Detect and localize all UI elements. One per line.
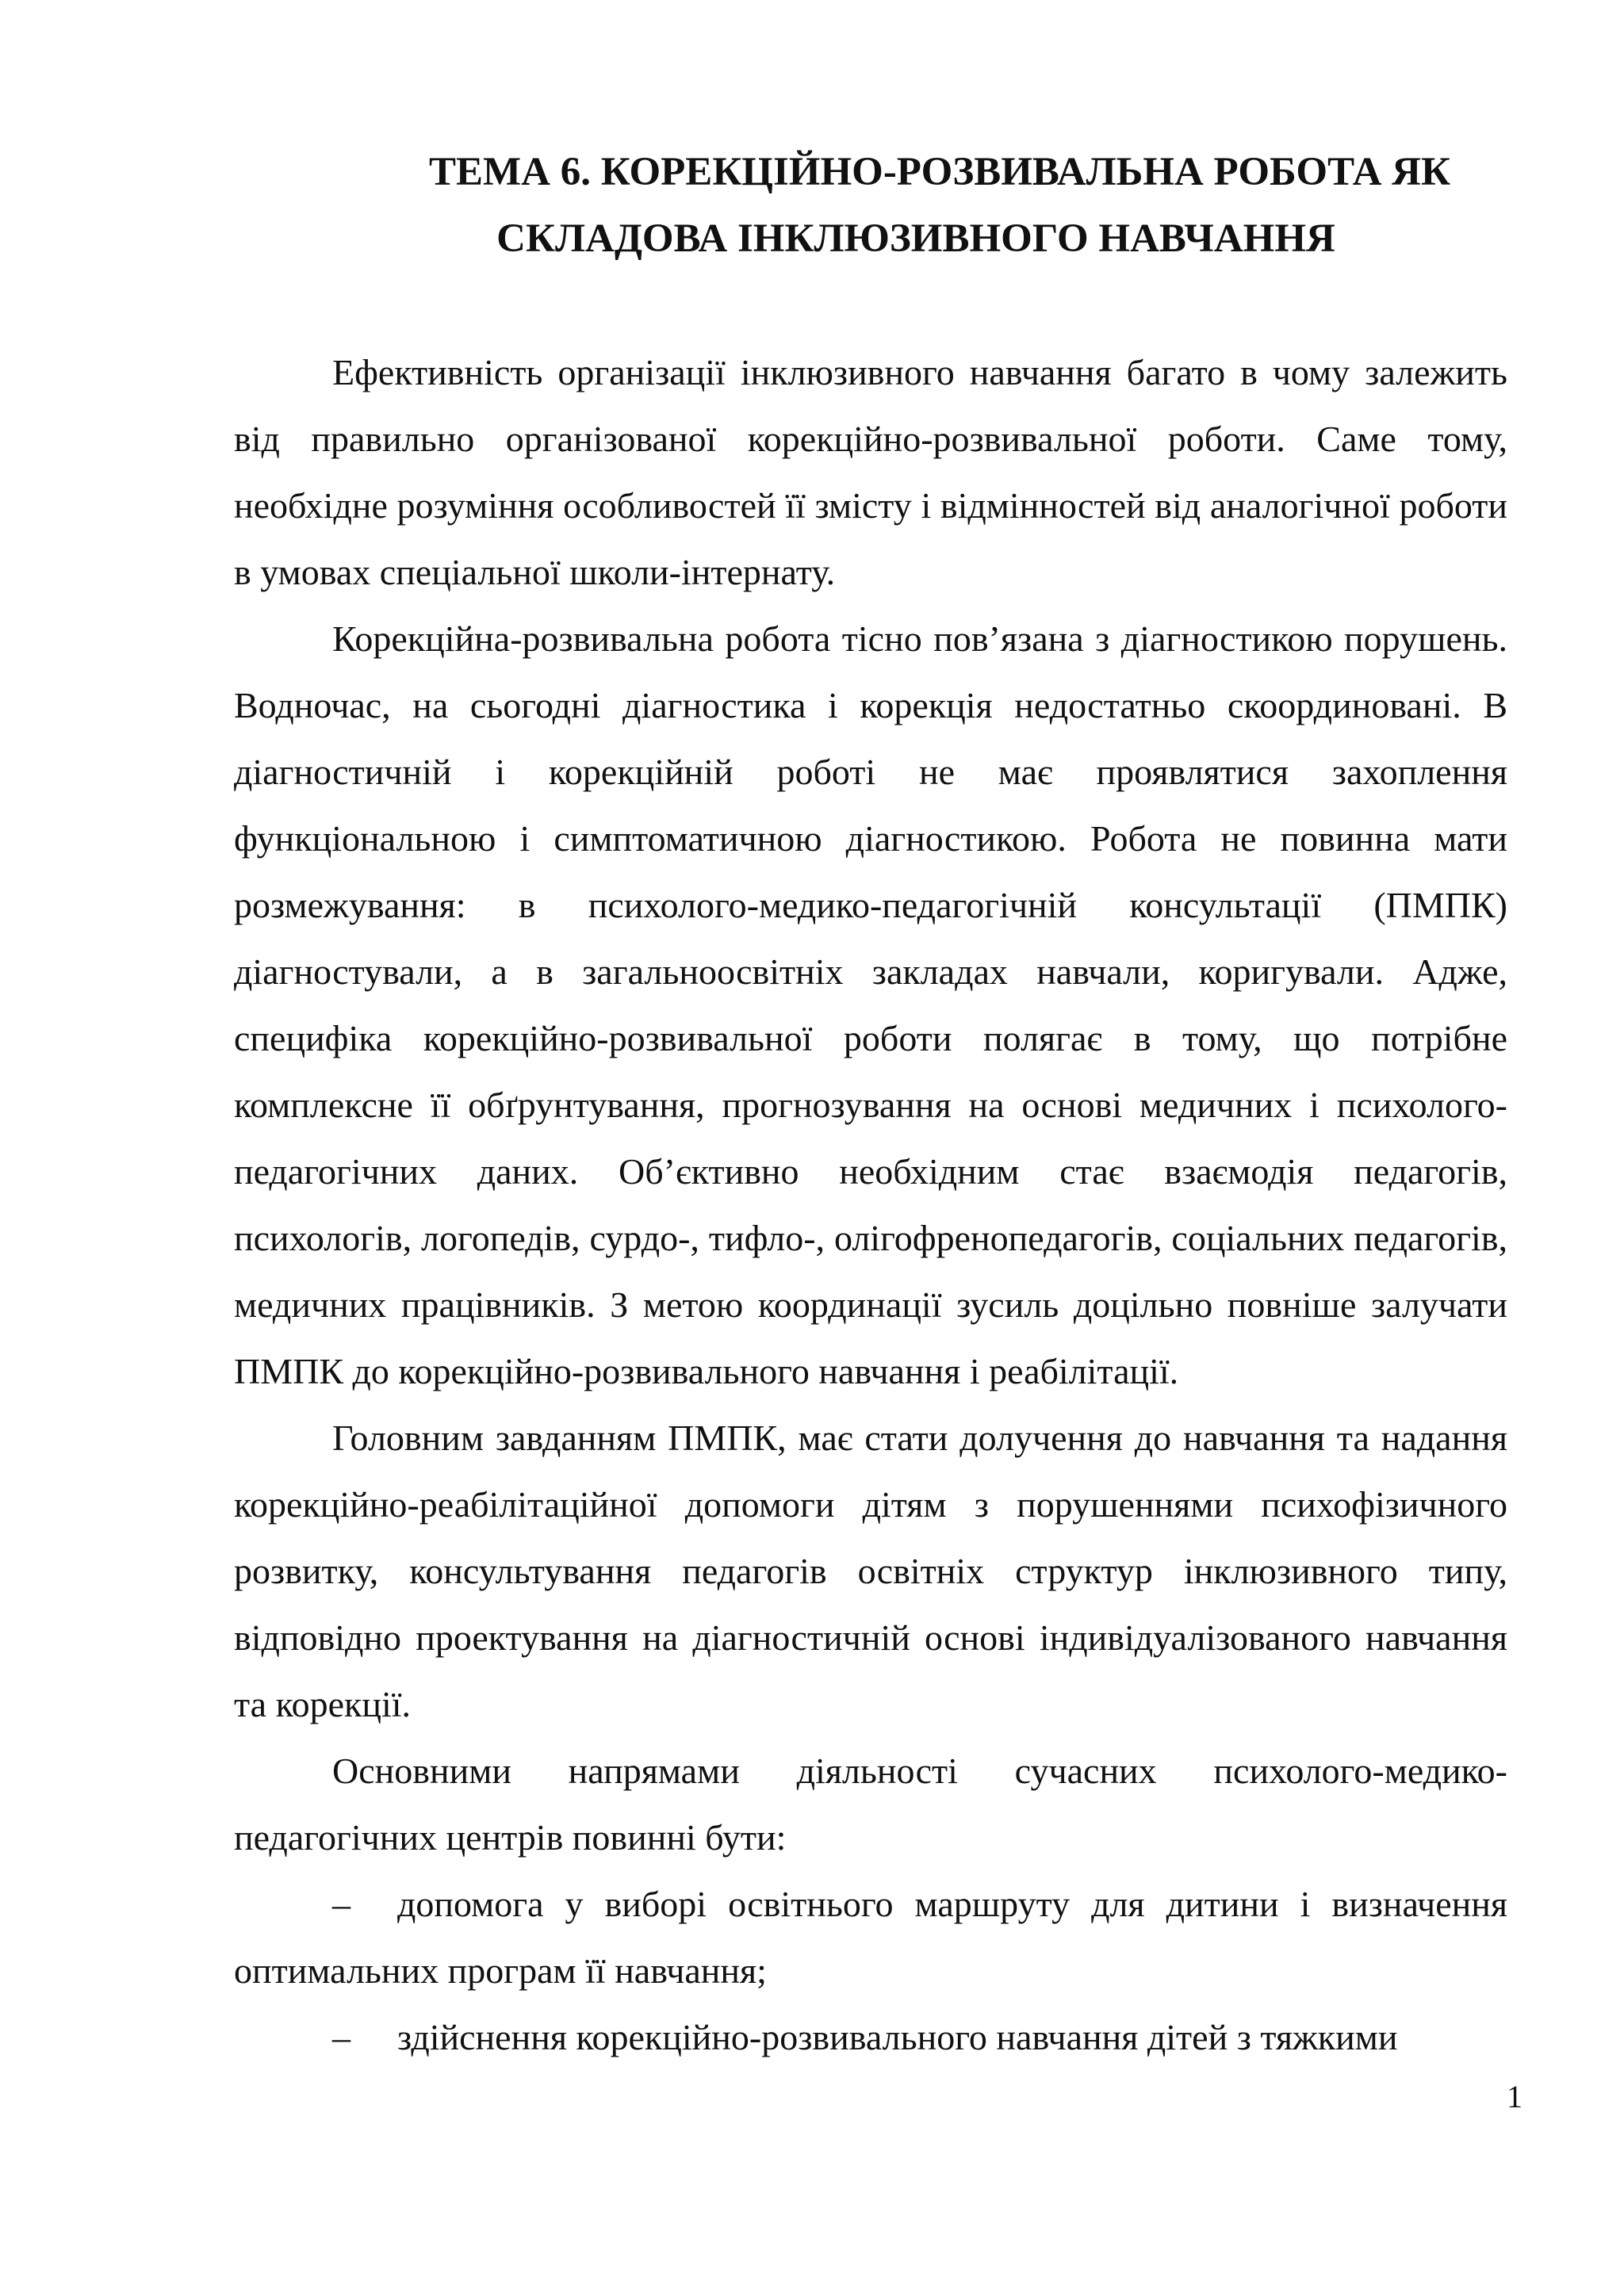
paragraph-3: Головним завданням ПМПК, має стати долучення до навчання та надання корекційно-реабілітаційної допомоги дітям з порушеннями психофізичного розвитку, консультування педагогів освітніх структур інклюзивного типу, відповідно проектування на діагностичній основі індивідуалізованого навчання та корекції. [234, 1418, 1507, 1724]
list-item-text: здійснення корекційно-розвивального навчання дітей з тяжкими [397, 2017, 1398, 2057]
title-line-1: ТЕМА 6. КОРЕКЦІЙНО-РОЗВИВАЛЬНА РОБОТА ЯК [429, 150, 1450, 194]
paragraph-1: Ефективність організації інклюзивного навчання багато в чому залежить від правильно організованої корекційно-розвивальної роботи. Саме тому, необхідне розуміння особливостей її змісту і відмінностей від аналогічної роботи в умовах спеціальної школи-інтернату. [234, 352, 1507, 592]
list-item-1 [234, 1871, 1507, 2004]
list-dash: – [332, 1884, 350, 1924]
document-body [234, 339, 1507, 2071]
list-item-2 [234, 2004, 1507, 2071]
page-number: 1 [1507, 2079, 1522, 2114]
list-item-text: допомога у виборі освітнього маршруту для дитини і визначення оптимальних програм її навчання; [234, 1884, 1507, 1991]
paragraph-4: Основними напрямами діяльності сучасних психолого-медико-педагогічних центрів повинні бути: [234, 1751, 1507, 1858]
paragraph-2: Корекційна-розвивальна робота тісно пов’язана з діагностикою порушень. Водночас, на сьогодні діагностика і корекція недостатньо скоординовані. В діагностичній і корекційній роботі не має проявлятися захоплення функціональною і симптоматичною діагностикою. Робота не повинна мати розмежування: в психолого-медико-педагогічній консультації (ПМПК) діагностували, а в загальноосвітніх закладах навчали, коригували. Адже, специфіка корекційно-розвивальної роботи полягає в тому, що потрібне комплексне її обґрунтування, прогнозування на основі медичних і психолого-педагогічних даних. Об’єктивно необхідним стає взаємодія педагогів, психологів, логопедів, сурдо-, тифло-, олігофренопедагогів, соціальних педагогів, медичних працівників. З метою координації зусиль доцільно повніше залучати ПМПК до корекційно-розвивального навчання і реабілітації. [234, 618, 1507, 1391]
list-dash: – [332, 2017, 350, 2057]
page-title [234, 139, 1598, 272]
title-line-2: СКЛАДОВА ІНКЛЮЗИВНОГО НАВЧАННЯ [496, 216, 1335, 261]
